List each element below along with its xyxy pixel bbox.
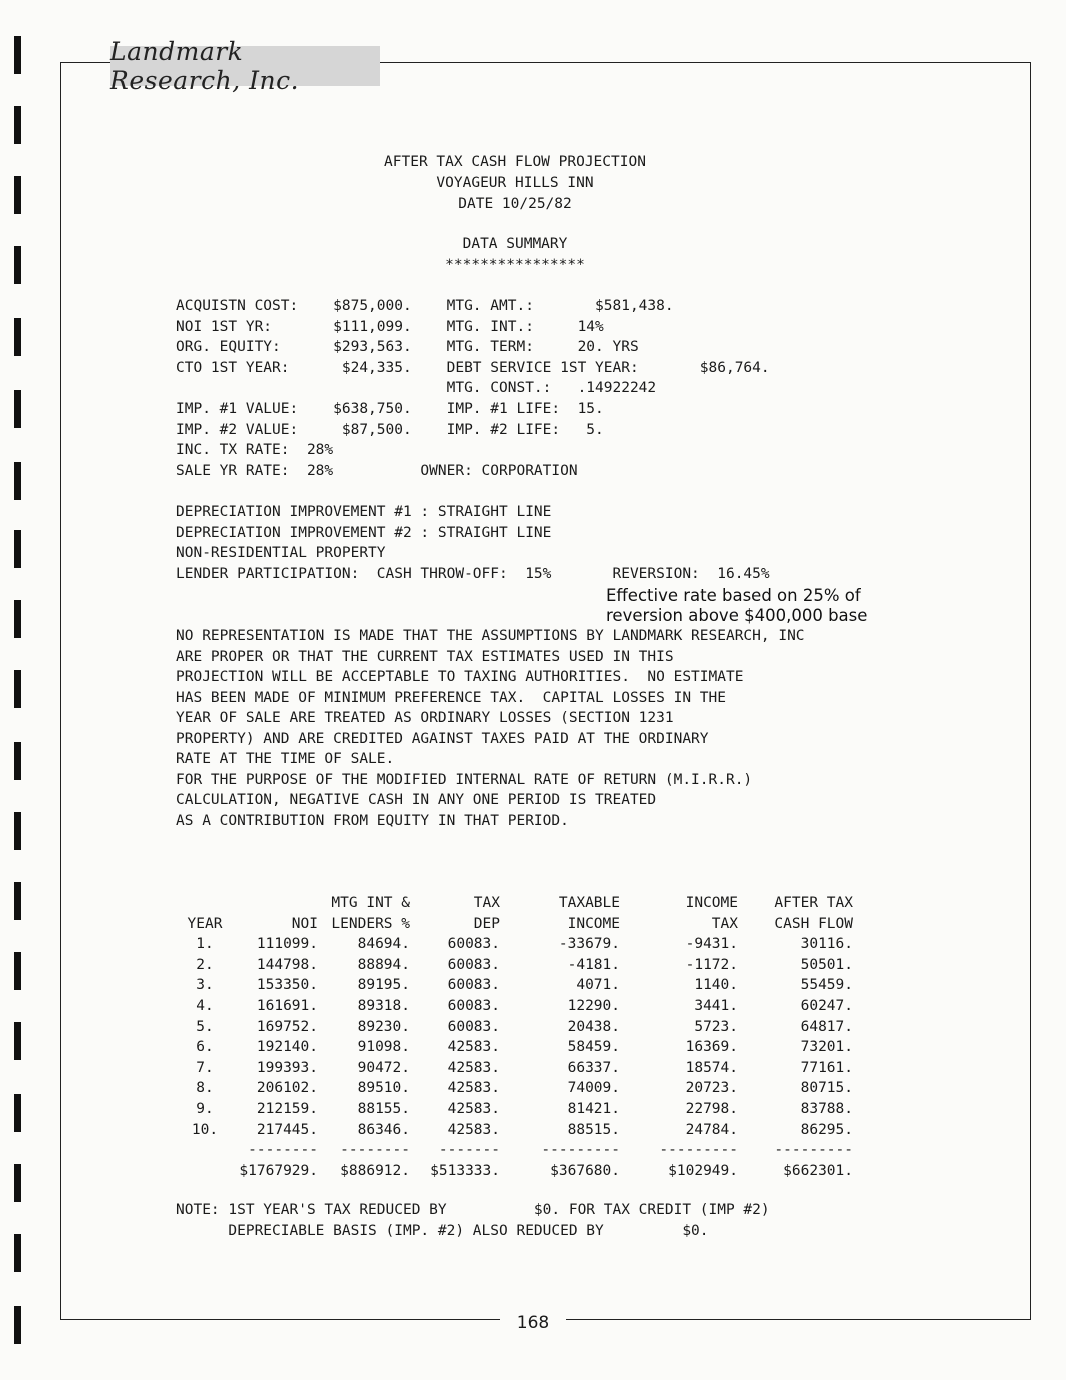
table-rule: --------- xyxy=(541,1142,620,1159)
disclaimer-line: CALCULATION, NEGATIVE CASH IN ANY ONE PERIOD IS TREATED xyxy=(176,792,657,808)
total-cell: $886912. xyxy=(340,1162,410,1179)
table-cell: 74009. xyxy=(567,1080,620,1097)
table-cell: 3. xyxy=(196,977,214,994)
table-cell: 192140. xyxy=(256,1039,318,1056)
table-cell: 4071. xyxy=(576,977,620,994)
table-rule: ------- xyxy=(438,1142,500,1159)
table-cell: 60083. xyxy=(447,1018,500,1035)
table-cell: 89195. xyxy=(357,977,410,994)
table-cell: 88515. xyxy=(567,1121,620,1138)
table-row xyxy=(176,955,853,976)
table-cell: 5723. xyxy=(694,1018,738,1035)
table-cell: 1. xyxy=(196,936,214,953)
table-cell: 73201. xyxy=(800,1039,853,1056)
table-rule: --------- xyxy=(659,1142,738,1159)
table-body xyxy=(176,934,853,1140)
table-cell: 42583. xyxy=(447,1039,500,1056)
table-cell: 66337. xyxy=(567,1059,620,1076)
table-header-cell xyxy=(176,893,234,914)
table-cell: 153350. xyxy=(256,977,318,994)
table-cell: 88155. xyxy=(357,1100,410,1117)
table-cell: 199393. xyxy=(256,1059,318,1076)
table-header-cell: DEP xyxy=(473,915,500,932)
table-row xyxy=(176,1078,853,1099)
summary-line: IMP. #1 VALUE: $638,750. IMP. #1 LIFE: 15. xyxy=(176,401,604,417)
note-line: DEPRECIABLE BASIS (IMP. #2) ALSO REDUCED BY $0. xyxy=(176,1223,709,1239)
table-cell: 20438. xyxy=(567,1018,620,1035)
table-cell: 30116. xyxy=(800,936,853,953)
summary-line: IMP. #2 VALUE: $87,500. IMP. #2 LIFE: 5. xyxy=(176,422,604,438)
total-cell: $102949. xyxy=(668,1162,738,1179)
section-underline: **************** xyxy=(445,257,585,273)
table-row xyxy=(176,1120,853,1141)
table-row xyxy=(176,1037,853,1058)
disclaimer-line: AS A CONTRIBUTION FROM EQUITY IN THAT PERIOD. xyxy=(176,813,569,829)
report-date: DATE 10/25/82 xyxy=(458,196,572,212)
table-header-cell: LENDERS % xyxy=(331,915,410,932)
table-cell: 50501. xyxy=(800,956,853,973)
table-cell: 18574. xyxy=(685,1059,738,1076)
summary-line: INC. TX RATE: 28% xyxy=(176,442,334,458)
table-cell: 55459. xyxy=(800,977,853,994)
table-rule: -------- xyxy=(340,1142,410,1159)
table-totals-row xyxy=(176,1161,853,1182)
table-rule xyxy=(176,1140,234,1161)
disclaimer-line: YEAR OF SALE ARE TREATED AS ORDINARY LOSSES (SECTION 1231 xyxy=(176,710,674,726)
table-cell: 217445. xyxy=(256,1121,318,1138)
table-cell: 42583. xyxy=(447,1080,500,1097)
summary-line: SALE YR RATE: 28% OWNER: CORPORATION xyxy=(176,463,578,479)
table-cell: 42583. xyxy=(447,1059,500,1076)
table-cell: 86346. xyxy=(357,1121,410,1138)
table-cell: 2. xyxy=(196,956,214,973)
table-cell: 22798. xyxy=(685,1100,738,1117)
table-cell: 111099. xyxy=(256,936,318,953)
table-row xyxy=(176,1017,853,1038)
table-cell: 42583. xyxy=(447,1100,500,1117)
table-cell: 212159. xyxy=(256,1100,318,1117)
table-row xyxy=(176,934,853,955)
table-cell: 206102. xyxy=(256,1080,318,1097)
table-header-cell: MTG INT & xyxy=(331,895,410,911)
table-header-cell: TAXABLE xyxy=(558,895,620,911)
logo-text: Landmark Research, Inc. xyxy=(110,37,300,95)
table-cell: 60083. xyxy=(447,977,500,994)
total-cell: $662301. xyxy=(783,1162,853,1179)
table-cell: 64817. xyxy=(800,1018,853,1035)
table-cell: 10. xyxy=(191,1121,219,1138)
handwritten-note-line: reversion above $400,000 base xyxy=(606,606,868,625)
table-header-cell: INCOME xyxy=(567,915,620,932)
table-header-cell: AFTER TAX xyxy=(774,895,853,911)
table-cell: 84694. xyxy=(357,936,410,953)
table-cell: 89510. xyxy=(357,1080,410,1097)
table-cell: 60083. xyxy=(447,997,500,1014)
depreciation-line: DEPRECIATION IMPROVEMENT #2 : STRAIGHT LINE xyxy=(176,525,552,541)
table-cell: 89318. xyxy=(357,997,410,1014)
table-row xyxy=(176,1058,853,1079)
table-cell: 88894. xyxy=(357,956,410,973)
table-header-cell: TAX xyxy=(473,895,500,911)
total-cell: $1767929. xyxy=(239,1162,318,1179)
table-cell: 16369. xyxy=(685,1039,738,1056)
table-cell: 24784. xyxy=(685,1121,738,1138)
report-title: AFTER TAX CASH FLOW PROJECTION xyxy=(384,154,646,170)
summary-line: CTO 1ST YEAR: $24,335. DEBT SERVICE 1ST YEAR: $86,764. xyxy=(176,360,770,376)
table-header-cell: INCOME xyxy=(685,895,738,911)
disclaimer-line: PROJECTION WILL BE ACCEPTABLE TO TAXING AUTHORITIES. NO ESTIMATE xyxy=(176,669,744,685)
table-cell: 5. xyxy=(196,1018,214,1035)
table-row xyxy=(176,1099,853,1120)
table-cell: 1140. xyxy=(694,977,738,994)
depreciation-line: DEPRECIATION IMPROVEMENT #1 : STRAIGHT LINE xyxy=(176,504,552,520)
table-rule: -------- xyxy=(248,1142,318,1159)
table-row xyxy=(176,975,853,996)
table-rule: --------- xyxy=(774,1142,853,1159)
total-cell: $367680. xyxy=(550,1162,620,1179)
table-cell: 60247. xyxy=(800,997,853,1014)
summary-line: ORG. EQUITY: $293,563. MTG. TERM: 20. YRS xyxy=(176,339,639,355)
page-number: 168 xyxy=(500,1310,566,1336)
summary-line: ACQUISTN COST: $875,000. MTG. AMT.: $581,438. xyxy=(176,298,674,314)
table-cell: 3441. xyxy=(694,997,738,1014)
table-header-cell: CASH FLOW xyxy=(774,915,853,932)
disclaimer-line: PROPERTY) AND ARE CREDITED AGAINST TAXES PAID AT THE ORDINARY xyxy=(176,731,709,747)
table-row xyxy=(176,996,853,1017)
table-cell: 91098. xyxy=(357,1039,410,1056)
table-cell: -4181. xyxy=(567,956,620,973)
table-cell: -1172. xyxy=(685,956,738,973)
table-cell: 7. xyxy=(196,1059,214,1076)
table-cell: 89230. xyxy=(357,1018,410,1035)
table-cell: 81421. xyxy=(567,1100,620,1117)
table-cell: 90472. xyxy=(357,1059,410,1076)
table-cell: 77161. xyxy=(800,1059,853,1076)
table-cell: 42583. xyxy=(447,1121,500,1138)
depreciation-line: NON-RESIDENTIAL PROPERTY xyxy=(176,545,386,561)
table-cell: 12290. xyxy=(567,997,620,1014)
disclaimer-line: FOR THE PURPOSE OF THE MODIFIED INTERNAL RATE OF RETURN (M.I.R.R.) xyxy=(176,772,753,788)
table-header-cell xyxy=(234,893,318,914)
table-cell: 161691. xyxy=(256,997,318,1014)
note-line: NOTE: 1ST YEAR'S TAX REDUCED BY $0. FOR TAX CREDIT (IMP #2) xyxy=(176,1202,770,1218)
table-cell: 4. xyxy=(196,997,214,1014)
table-cell: 58459. xyxy=(567,1039,620,1056)
company-logo xyxy=(110,37,380,95)
disclaimer-line: HAS BEEN MADE OF MINIMUM PREFERENCE TAX. CAPITAL LOSSES IN THE xyxy=(176,690,726,706)
table-cell: 60083. xyxy=(447,956,500,973)
table-cell: 83788. xyxy=(800,1100,853,1117)
table-cell: 169752. xyxy=(256,1018,318,1035)
table-header-cell: NOI xyxy=(291,915,318,932)
table-cell: -9431. xyxy=(685,936,738,953)
cash-flow-table xyxy=(176,893,853,1181)
table-header-top xyxy=(176,893,853,914)
table-cell: 86295. xyxy=(800,1121,853,1138)
total-cell: $513333. xyxy=(430,1162,500,1179)
summary-line: MTG. CONST.: .14922242 xyxy=(176,380,657,396)
disclaimer-line: NO REPRESENTATION IS MADE THAT THE ASSUMPTIONS BY LANDMARK RESEARCH, INC xyxy=(176,628,805,644)
handwritten-note-line: Effective rate based on 25% of xyxy=(606,586,861,605)
table-rule-row xyxy=(176,1140,853,1161)
table-header-cell: TAX xyxy=(711,915,738,932)
property-name: VOYAGEUR HILLS INN xyxy=(436,175,594,191)
table-cell: 80715. xyxy=(800,1080,853,1097)
table-cell: 60083. xyxy=(447,936,500,953)
disclaimer-line: RATE AT THE TIME OF SALE. xyxy=(176,751,395,767)
table-cell: 144798. xyxy=(256,956,318,973)
lender-participation-line: LENDER PARTICIPATION: CASH THROW-OFF: 15% REVERSION: 16.45% xyxy=(176,566,770,582)
table-cell: 8. xyxy=(196,1080,214,1097)
summary-line: NOI 1ST YR: $111,099. MTG. INT.: 14% xyxy=(176,319,604,335)
table-cell: 6. xyxy=(196,1039,214,1056)
section-heading: DATA SUMMARY xyxy=(462,236,568,252)
disclaimer-line: ARE PROPER OR THAT THE CURRENT TAX ESTIMATES USED IN THIS xyxy=(176,649,674,665)
table-header-cell: YEAR xyxy=(187,915,223,932)
table-cell: 9. xyxy=(196,1100,214,1117)
table-header-bottom xyxy=(176,914,853,935)
table-cell: 20723. xyxy=(685,1080,738,1097)
table-cell: -33679. xyxy=(558,936,620,953)
total-cell xyxy=(176,1161,234,1182)
